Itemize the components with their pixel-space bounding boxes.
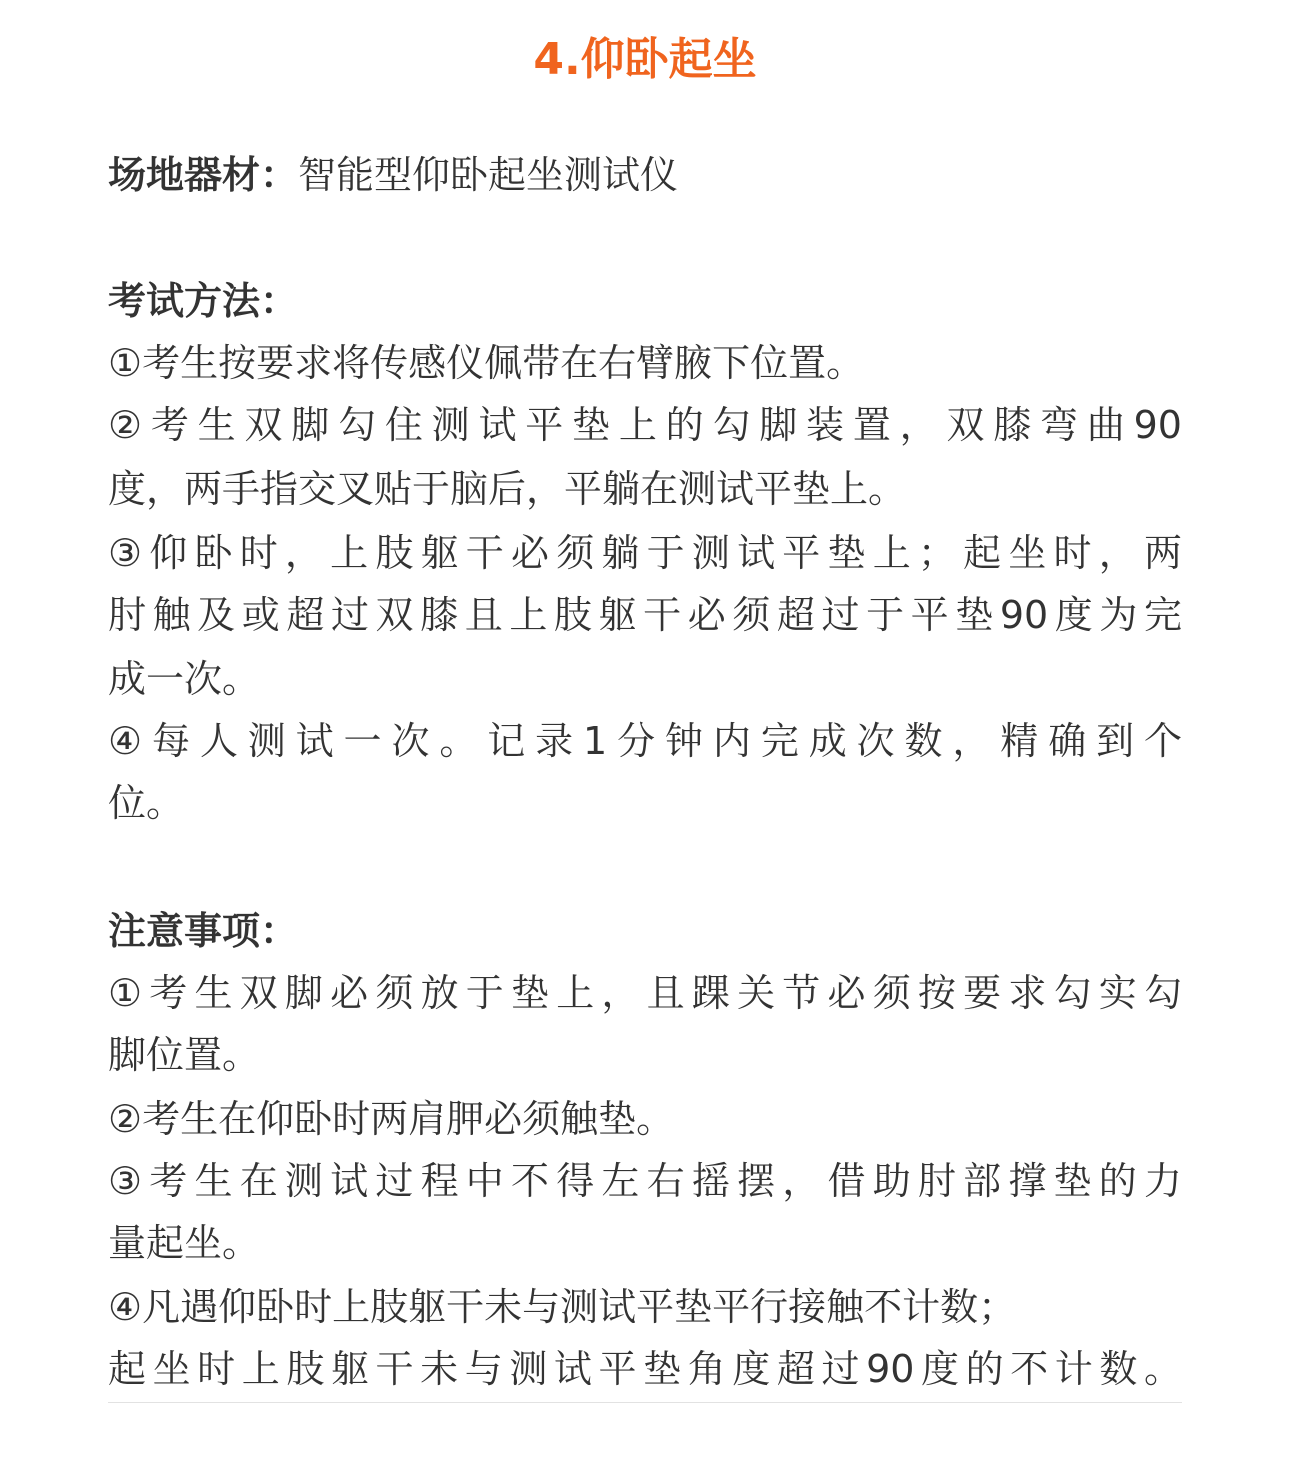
method-line-8: 位。 — [108, 781, 185, 825]
bottom-divider — [108, 1402, 1182, 1403]
method-line-5: 肘触及或超过双膝且上肢躯干必须超过于平垫90度为完 — [108, 593, 1182, 637]
notes-line-7: 起坐时上肢躯干未与测试平垫角度超过90度的不计数。 — [108, 1347, 1182, 1391]
notes-heading: 注意事项： — [108, 909, 299, 953]
notes-line-3: ②考生在仰卧时两肩胛必须触垫。 — [108, 1097, 675, 1141]
equipment-line — [108, 144, 1182, 206]
notes-line-6: ④凡遇仰卧时上肢躯干未与测试平垫平行接触不计数； — [108, 1285, 1017, 1329]
method-line-1: ①考生按要求将传感仪佩带在右臂腋下位置。 — [108, 341, 865, 385]
page-title: 4.仰卧起坐 — [533, 34, 757, 85]
notes-line-1: ①考生双脚必须放于垫上，且踝关节必须按要求勾实勾 — [108, 971, 1182, 1015]
notes-line-2: 脚位置。 — [108, 1033, 261, 1077]
method-line-2: ②考生双脚勾住测试平垫上的勾脚装置，双膝弯曲90 — [108, 403, 1182, 447]
equipment-value: 智能型仰卧起坐测试仪 — [298, 153, 679, 197]
method-line-7: ④每人测试一次。记录1分钟内完成次数，精确到个 — [108, 719, 1182, 763]
notes-line-4: ③考生在测试过程中不得左右摇摆，借助肘部撑垫的力 — [108, 1159, 1182, 1203]
method-heading: 考试方法： — [108, 279, 299, 323]
equipment-label: 场地器材： — [108, 153, 299, 197]
notes-line-5: 量起坐。 — [108, 1221, 261, 1265]
method-line-3: 度，两手指交叉贴于脑后，平躺在测试平垫上。 — [108, 467, 907, 511]
method-line-6: 成一次。 — [108, 657, 261, 701]
method-line-4: ③仰卧时，上肢躯干必须躺于测试平垫上；起坐时，两 — [108, 531, 1182, 575]
